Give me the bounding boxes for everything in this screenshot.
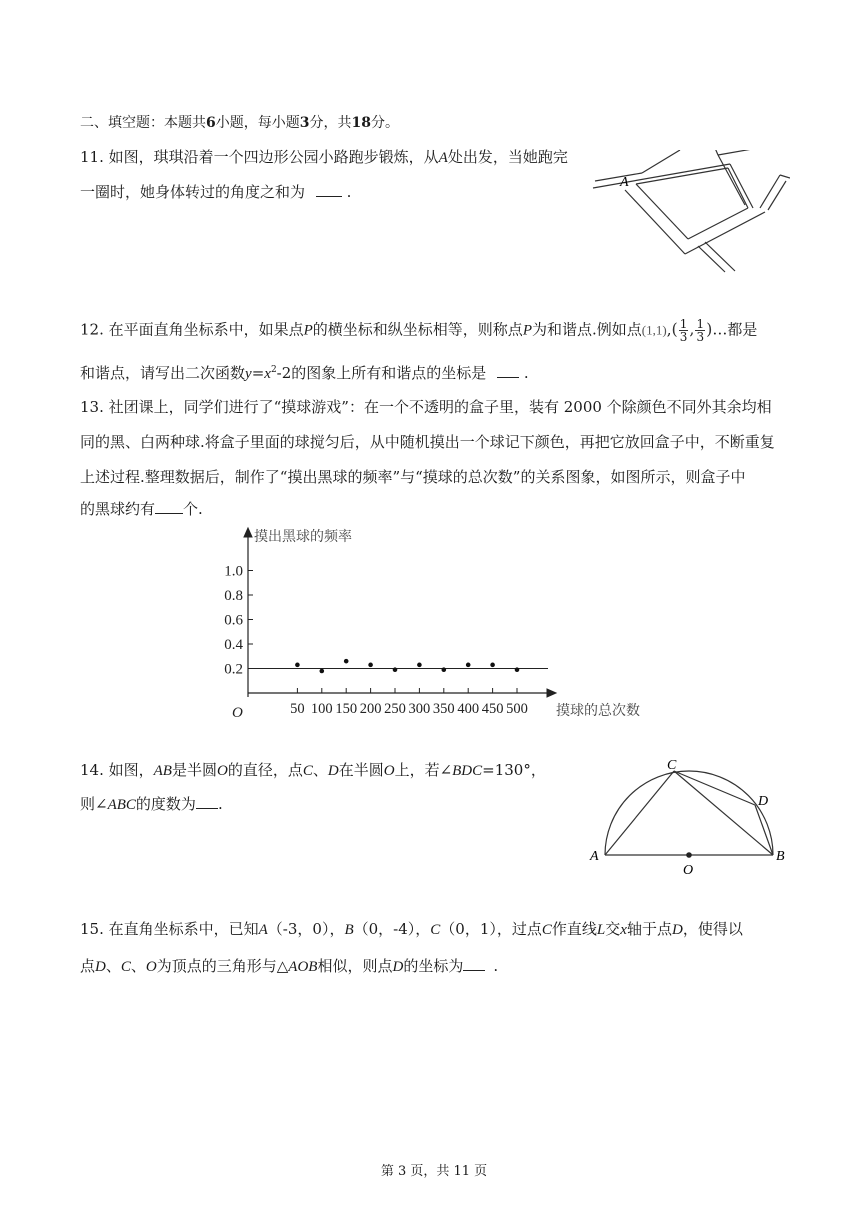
heading-text: 分。 (370, 115, 399, 131)
q13-line2 (80, 432, 775, 452)
x-tick-label: 100 (310, 701, 333, 717)
x-tick-label: 250 (384, 701, 406, 717)
x-axis-arrow (547, 689, 556, 697)
q14-line1 (80, 760, 546, 781)
y-tick-label: 0.8 (224, 588, 243, 604)
frequency-chart (210, 520, 660, 730)
data-point (295, 663, 300, 668)
q14-line2 (80, 794, 223, 815)
park-path (636, 168, 728, 184)
q13-line4 (80, 499, 203, 519)
q12-text: 和谐点，请写出二次函数 (80, 364, 246, 382)
q12-text: 12. 在平面直角坐标系中，如果点 (80, 320, 304, 339)
road-line (642, 150, 680, 173)
road-line (715, 150, 718, 155)
frac-num: 1 (696, 317, 705, 331)
q12-fraction (695, 318, 705, 343)
q14-semicircle-figure (585, 755, 795, 880)
answer-blank[interactable] (155, 499, 183, 514)
func-y: y (245, 366, 252, 382)
label-a: A (590, 849, 599, 864)
q15-text: 为顶点的三角形与△ (156, 957, 289, 975)
q12-tail: . (523, 364, 529, 382)
q12-point: P (303, 322, 313, 339)
road-line (780, 175, 790, 178)
q15-var: D (95, 959, 106, 975)
q15-var: B (344, 922, 354, 938)
heading-count: 6 (206, 115, 216, 131)
q14-text: 的直径，点 (227, 761, 303, 779)
x-tick-label: 150 (335, 701, 358, 717)
q11-tail: . (346, 183, 352, 201)
origin-label: O (232, 705, 243, 721)
q12-comma: , (666, 320, 672, 339)
road-line (730, 164, 753, 208)
q14-tail: . (217, 795, 223, 813)
data-point (320, 669, 325, 674)
q15-text: 的坐标为 (403, 957, 464, 975)
chord-cd (674, 771, 755, 805)
x-tick-label: 450 (481, 701, 504, 717)
road-line (593, 164, 730, 188)
func-exp: 2 (270, 365, 277, 375)
q13-line3 (80, 467, 745, 487)
heading-text: 小题，每小题 (215, 115, 300, 131)
q14-text: 是半圆 (171, 761, 217, 779)
road-line (760, 175, 780, 208)
q15-var: D (392, 959, 404, 975)
func-rest: -2 (276, 364, 292, 382)
q13-text: 上述过程.整理数据后，制作了“摸出黑球的频率”与“摸球的总次数”的关系图象，如图所示，则盒子中 (80, 468, 746, 486)
q11-text: 11. 如图，琪琪沿着一个四边形公园小路跑步锻炼，从 (80, 148, 439, 166)
road-line (718, 150, 758, 155)
page-footer: 第 3 页，共 11 页 (380, 1164, 488, 1179)
q11-line2 (80, 182, 351, 202)
frac-den: 3 (696, 330, 705, 344)
q15-text: （0，-4）， (353, 920, 431, 938)
x-axis-label: 摸球的总次数 (556, 703, 640, 719)
heading-total: 18 (351, 115, 371, 131)
q15-var: O (145, 959, 157, 975)
q15-text: （0，1），过点 (440, 920, 542, 938)
q15-var: AOB (288, 959, 318, 975)
q15-text: ，使得以 (682, 920, 743, 938)
road-line (698, 246, 725, 272)
frac-den: 3 (679, 330, 688, 344)
q15-text: 轴于点 (626, 920, 672, 938)
q11-text: 一圈时，她身体转过的角度之和为 (80, 183, 306, 201)
x-tick-label: 200 (359, 701, 382, 717)
q15-text: 交 (605, 920, 621, 938)
q13-tail: 个. (183, 500, 203, 518)
x-tick-label: 400 (457, 701, 480, 717)
q15-var: C (541, 922, 552, 938)
q15-text: 作直线 (551, 920, 597, 938)
q14-text: 14. 如图， (80, 761, 154, 779)
q14-var: D (327, 763, 339, 779)
func-x: x (264, 366, 271, 382)
answer-blank[interactable] (497, 363, 519, 378)
q14-text: 的度数为 (135, 795, 196, 813)
q12-text: 的图象上所有和谐点的坐标是 (291, 364, 487, 382)
data-point (466, 663, 471, 668)
road-line (718, 155, 745, 205)
answer-blank[interactable] (316, 182, 342, 197)
q14-var: O (216, 763, 228, 779)
y-tick-label: 0.6 (224, 612, 243, 629)
q14-var: AB (153, 763, 172, 779)
q15-line2 (80, 956, 498, 977)
q15-text: 相似，则点 (317, 957, 393, 975)
road-line (685, 212, 765, 254)
q15-var: C (120, 959, 131, 975)
section-heading (80, 113, 399, 133)
q14-var: O (383, 763, 395, 779)
y-axis-arrow (244, 528, 252, 537)
q11-line1 (80, 147, 568, 168)
data-point (393, 667, 398, 672)
q11-text: 处出发，当她跑完 (447, 148, 568, 166)
q15-text: 15. 在直角坐标系中，已知 (80, 920, 259, 938)
q15-text: 、 (105, 957, 121, 975)
data-point (417, 663, 422, 668)
heading-text: 二、填空题：本题共 (80, 115, 206, 131)
label-d: D (758, 794, 769, 809)
road-line (625, 190, 685, 254)
q14-var: ABC (107, 797, 136, 813)
park-path (688, 208, 748, 239)
q14-text: 则∠ (80, 795, 108, 813)
q14-text: 在半圆 (338, 761, 384, 779)
q12-example-point: (1,1) (641, 322, 667, 338)
road-line (768, 181, 786, 210)
y-axis-label: 摸出黑球的频率 (254, 529, 352, 545)
q15-line1 (80, 919, 743, 940)
q15-var: A (258, 922, 268, 938)
q15-var: C (430, 922, 441, 938)
q12-point: P (522, 322, 532, 339)
q14-text: 、 (312, 761, 328, 779)
data-point (490, 663, 495, 668)
q14-text: =130°， (482, 761, 546, 779)
q13-text: 13. 社团课上，同学们进行了“摸球游戏”：在一个不透明的盒子里，装有 2000 个除颜色不同外其余均相 (80, 398, 772, 416)
q14-var: BDC (452, 763, 483, 779)
frac-num: 1 (679, 317, 688, 331)
x-tick-label: 500 (506, 701, 528, 717)
data-point (368, 663, 373, 668)
fig11-point-a-label: A (620, 175, 629, 190)
heading-text: 分，共 (309, 115, 352, 131)
data-point (344, 659, 349, 664)
q14-var: C (302, 763, 313, 779)
road-line (595, 173, 642, 181)
center-dot (686, 852, 692, 858)
q15-var: D (671, 922, 683, 938)
park-path (728, 168, 748, 208)
q12-text: …都是 (712, 320, 758, 339)
q14-text: 上，若∠ (394, 761, 453, 779)
y-tick-label: 0.4 (224, 637, 243, 653)
q15-text: （-3，0）， (267, 920, 345, 938)
y-tick-label: 1.0 (224, 563, 243, 580)
answer-blank[interactable] (463, 956, 485, 971)
park-path (636, 184, 688, 239)
x-tick-label: 350 (432, 701, 455, 717)
q15-tail: . (493, 957, 499, 975)
label-c: C (667, 758, 677, 773)
q15-var: x (620, 922, 627, 938)
data-point (442, 667, 447, 672)
q12-fraction (679, 318, 689, 343)
q12-text: 的横坐标和纵坐标相等，则称点 (312, 320, 523, 339)
y-tick-label: 0.2 (224, 661, 243, 678)
q13-text: 的黑球约有 (80, 500, 156, 518)
q15-text: 点 (80, 957, 96, 975)
q12-text: 为和谐点.例如点 (531, 320, 642, 339)
q15-var: L (596, 922, 606, 938)
label-b: B (776, 849, 785, 864)
answer-blank[interactable] (196, 794, 218, 809)
q15-text: 、 (130, 957, 146, 975)
heading-points: 3 (299, 115, 310, 131)
func-eq: = (251, 364, 265, 382)
q13-line1 (80, 397, 772, 417)
chord-ac (605, 771, 674, 855)
q12-line1: 12. 在平面直角坐标系中，如果点P的横坐标和纵坐标相等，则称点P为和谐点.例如点(1,1),( $\frac{1}{3}$ , $\frac{1}{3}$ )…都是 (80, 317, 758, 344)
q11-park-figure (590, 150, 790, 275)
x-tick-label: 300 (408, 701, 431, 717)
x-tick-label: 50 (290, 701, 305, 717)
label-o: O (683, 863, 694, 878)
q13-text: 同的黑、白两种球.将盒子里面的球搅匀后，从中随机摸出一个球记下颜色，再把它放回盒子中，不断重复 (80, 433, 775, 451)
data-point (515, 667, 520, 672)
q11-point: A (438, 150, 448, 166)
q12-line2 (80, 360, 529, 384)
